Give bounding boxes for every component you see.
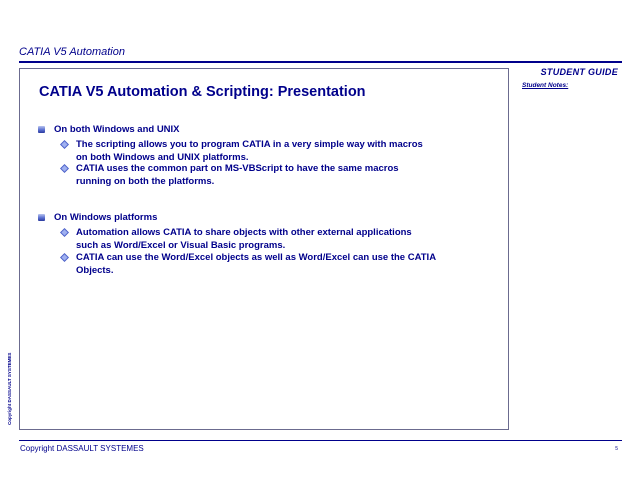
page-number: 5 (615, 446, 618, 452)
document-header-title: CATIA V5 Automation (19, 46, 125, 58)
diamond-bullet-icon (60, 164, 69, 173)
footer-copyright: Copyright DASSAULT SYSTEMES (20, 444, 144, 453)
bullet-text: Automation allows CATIA to share objects with other external applications such as Word/Excel or Visual Basic programs. (76, 227, 412, 251)
section-heading-text: On Windows platforms (54, 212, 158, 223)
bullet-text: CATIA can use the Word/Excel objects as well as Word/Excel can use the CATIA Objects. (76, 252, 436, 276)
vertical-copyright: Copyright DASSAULT SYSTEMES (7, 352, 12, 425)
bullet-point (76, 251, 436, 277)
bullet-text: The scripting allows you to program CATIA in a very simple way with macros on both Windows and UNIX platforms. (76, 139, 423, 163)
section-heading-windows-unix (54, 124, 180, 135)
bullet-point (76, 162, 436, 188)
square-bullet-icon (38, 214, 45, 221)
header-divider (19, 61, 622, 63)
diamond-bullet-icon (60, 140, 69, 149)
student-notes-label: Student Notes: (522, 82, 569, 89)
bullet-point (76, 226, 436, 252)
bullet-text: CATIA uses the common part on MS-VBScript to have the same macros running on both the platforms. (76, 163, 399, 187)
square-bullet-icon (38, 126, 45, 133)
student-guide-label: STUDENT GUIDE (540, 67, 618, 77)
diamond-bullet-icon (60, 228, 69, 237)
section-heading-text: On both Windows and UNIX (54, 124, 180, 135)
bullet-point (76, 138, 436, 164)
diamond-bullet-icon (60, 253, 69, 262)
section-heading-windows (54, 212, 157, 223)
footer-divider (19, 440, 622, 441)
slide-title: CATIA V5 Automation & Scripting: Presentation (39, 84, 366, 100)
